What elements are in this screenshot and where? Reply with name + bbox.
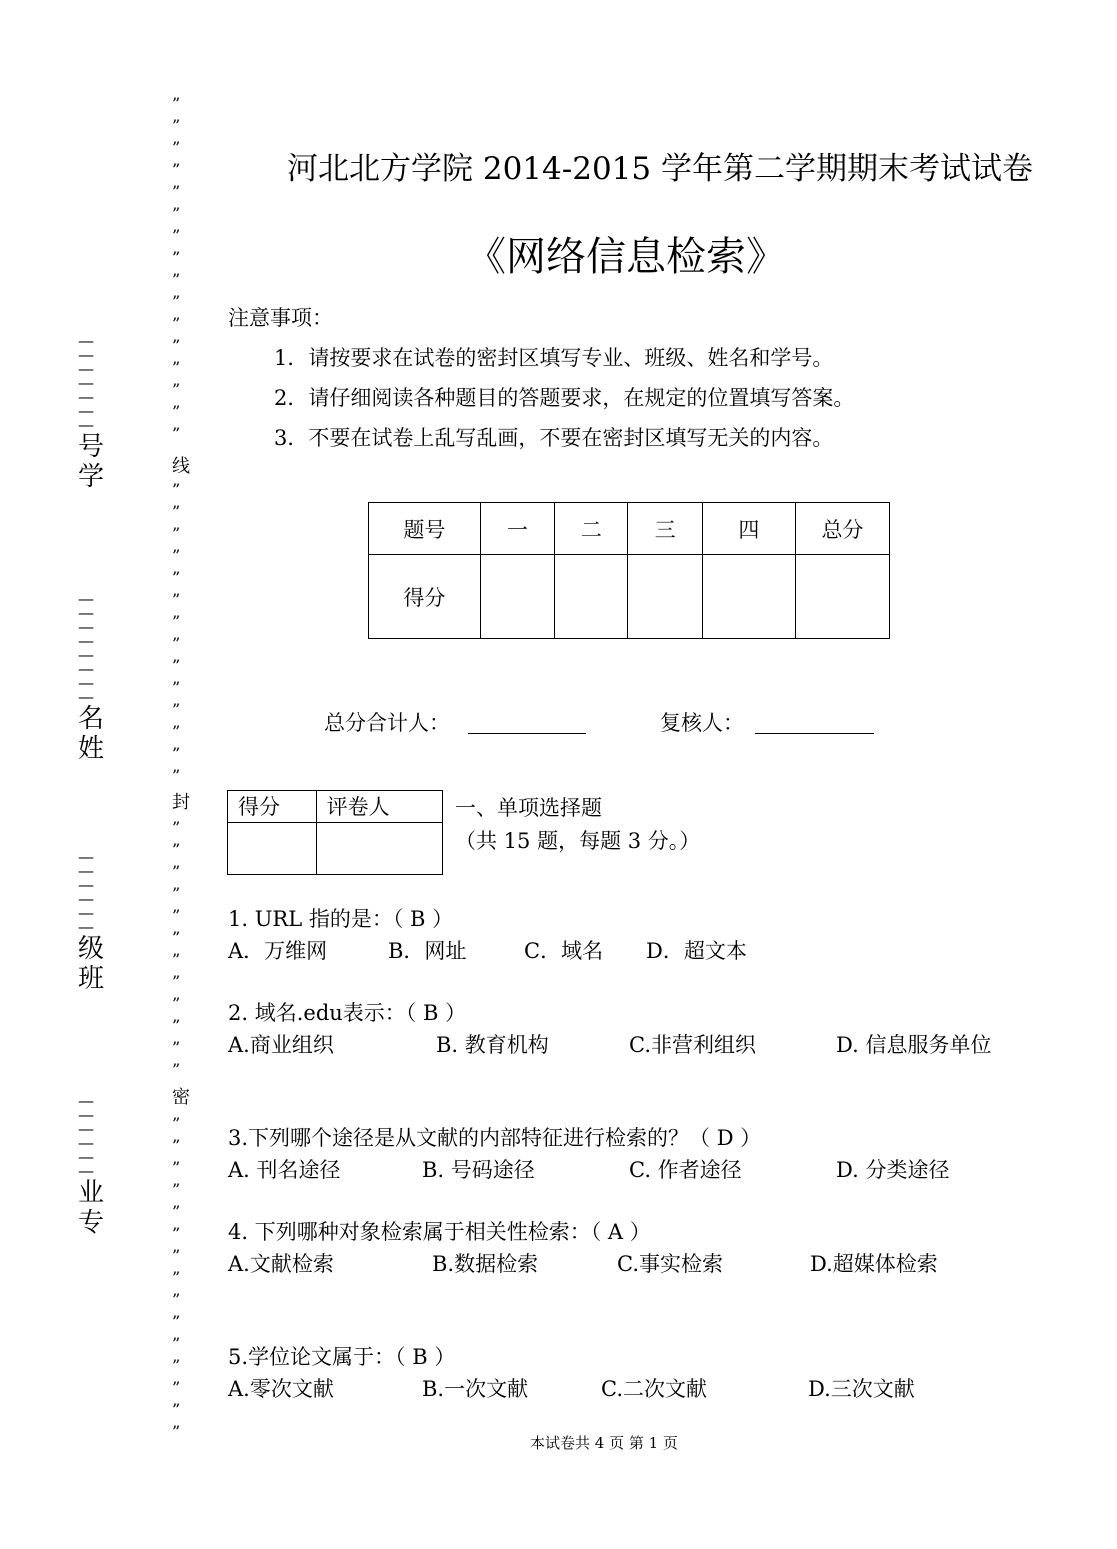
student-name-field[interactable] [78,589,118,764]
reviewer-label: 复核人： [660,711,744,735]
binding-mark: ” [172,994,181,1013]
score-table-header: 一 [480,503,554,555]
binding-mark: ” [172,380,181,399]
reviewer-blank[interactable] [755,733,874,734]
binding-mark: ” [172,1202,181,1221]
binding-mark: ” [172,480,181,499]
score-table [368,502,890,639]
question-option: C.事实检索 [617,1252,723,1276]
grader-box-score-cell[interactable] [228,823,317,875]
question-stem: 4. 下列哪种对象检索属于相关性检索：（ A ） [228,1220,651,1244]
binding-mark: ” [172,424,181,443]
question-option: D. 分类途径 [836,1158,950,1182]
question-option: B.数据检索 [432,1252,539,1276]
field-label-char: 级 [78,934,105,964]
binding-mark: ” [172,1060,181,1079]
question-option: A．万维网 [228,939,328,963]
field-label-char: 学 [78,462,105,492]
binding-mark: ” [172,840,181,859]
binding-mark: ” [172,182,181,201]
binding-mark: ” [172,1422,181,1441]
binding-mark: ” [172,1136,181,1155]
notice-item: 2．请仔细阅读各种题目的答题要求，在规定的位置填写答案。 [274,386,855,410]
question-stem: 1. URL 指的是：（ B ） [228,907,454,931]
binding-mark: ” [172,1356,181,1375]
question [228,1216,1008,1280]
field-label-char: 专 [78,1208,105,1238]
score-table-row-label: 得分 [369,555,481,639]
binding-mark: ” [172,656,181,675]
total-scorer-blank[interactable] [468,733,586,734]
question [228,997,1028,1061]
binding-mark: ” [172,160,181,179]
score-cell[interactable] [702,555,795,639]
major-field[interactable] [78,1091,118,1238]
binding-mark: ” [172,248,181,267]
binding-mark: ” [172,314,181,333]
question [228,1122,1008,1186]
field-dashes: — — — — — — — [78,331,94,434]
binding-mark: ” [172,612,181,631]
binding-mark: ” [172,226,181,245]
score-cell[interactable] [628,555,702,639]
question [228,1341,1008,1405]
binding-mark: ” [172,634,181,653]
binding-mark: ” [172,568,181,587]
field-label-char: 姓 [78,734,105,764]
question-option: D.超媒体检索 [810,1252,938,1276]
question-option: B.一次文献 [422,1377,529,1401]
binding-mark: ” [172,1016,181,1035]
class-field[interactable] [78,847,118,994]
score-cell[interactable] [480,555,554,639]
binding-mark: ” [172,292,181,311]
question-stem: 5.学位论文属于：（ B ） [228,1345,456,1369]
binding-mark: ” [172,336,181,355]
binding-mark: ” [172,1378,181,1397]
binding-mark: ” [172,1268,181,1287]
page-footer: 本试卷共 4 页 第 1 页 [530,1434,678,1452]
binding-mark: ” [172,524,181,543]
binding-mark: ” [172,1224,181,1243]
question-option: C. 作者途径 [629,1158,742,1182]
field-dashes: — — — — — — — — [78,589,94,706]
binding-mark: ” [172,744,181,763]
binding-mark: ” [172,928,181,947]
question-stem: 3.下列哪个途径是从文献的内部特征进行检索的？（ D ） [228,1126,762,1150]
binding-label-line: 线 [172,456,190,477]
binding-mark: ” [172,1246,181,1265]
field-label-char: 班 [78,964,105,994]
question-option: C.非营利组织 [629,1033,756,1057]
grader-box-grader-cell[interactable] [316,823,442,875]
binding-mark: ” [172,972,181,991]
binding-mark: ” [172,270,181,289]
grader-box-score-label: 得分 [228,791,317,823]
binding-mark: ” [172,950,181,969]
binding-mark: ” [172,766,181,785]
binding-mark: ” [172,678,181,697]
binding-mark: ” [172,884,181,903]
binding-mark: ” [172,906,181,925]
section-title: 一、单项选择题 [455,796,602,820]
field-label-char: 名 [78,704,105,734]
question-option: C．域名 [524,939,604,963]
question-option: B. 号码途径 [422,1158,535,1182]
notice-item: 3．不要在试卷上乱写乱画，不要在密封区填写无关的内容。 [274,426,834,450]
question-option: D.三次文献 [808,1377,915,1401]
total-scorer-label: 总分合计人： [324,711,450,735]
binding-mark: ” [172,862,181,881]
score-table-header: 总分 [795,503,889,555]
field-label-char: 号 [78,432,105,462]
binding-mark: ” [172,546,181,565]
score-table-header: 二 [555,503,628,555]
question-option: B. 教育机构 [436,1033,549,1057]
score-table-header: 三 [628,503,702,555]
notice-item: 1．请按要求在试卷的密封区填写专业、班级、姓名和学号。 [274,346,834,370]
binding-mark: ” [172,358,181,377]
binding-mark: ” [172,1180,181,1199]
binding-mark: ” [172,1334,181,1353]
question-option: A.文献检索 [228,1252,334,1276]
binding-label-secret: 密 [172,1087,190,1108]
field-dashes: — — — — — — [78,1091,94,1180]
binding-mark: ” [172,94,181,113]
question-option: D. 信息服务单位 [836,1033,992,1057]
binding-mark: ” [172,502,181,521]
exam-title: 河北北方学院 2014-2015 学年第二学期期末考试试卷 [287,151,1033,187]
question-option: D．超文本 [646,939,747,963]
field-label-char: 业 [78,1178,105,1208]
question-option: A.零次文献 [228,1377,334,1401]
field-dashes: — — — — — — [78,847,94,936]
section-note: （共 15 题，每题 3 分。） [455,829,701,853]
binding-mark: ” [172,590,181,609]
binding-mark: ” [172,204,181,223]
grader-box-grader-label: 评卷人 [316,791,442,823]
student-id-field[interactable] [78,331,118,492]
binding-mark: ” [172,138,181,157]
score-cell[interactable] [555,555,628,639]
binding-mark: ” [172,1158,181,1177]
question-option: A.商业组织 [228,1033,334,1057]
question-option: C.二次文献 [601,1377,707,1401]
binding-mark: ” [172,1312,181,1331]
question-option: B．网址 [388,939,467,963]
binding-mark: ” [172,1400,181,1419]
binding-mark: ” [172,1290,181,1309]
binding-mark: ” [172,116,181,135]
binding-mark: ” [172,1114,181,1133]
binding-mark: ” [172,1038,181,1057]
binding-mark: ” [172,818,181,837]
question [228,903,1008,967]
binding-line [172,94,202,1441]
course-title: 《网络信息检索》 [466,234,786,280]
binding-label-seal: 封 [172,792,190,813]
score-cell[interactable] [795,555,889,639]
score-table-header: 四 [702,503,795,555]
question-stem: 2. 域名.edu表示：（ B ） [228,1001,467,1025]
grader-box [227,790,443,875]
binding-mark: ” [172,402,181,421]
notice-heading: 注意事项： [228,306,333,330]
question-option: A. 刊名途径 [228,1158,341,1182]
binding-mark: ” [172,722,181,741]
binding-mark: ” [172,700,181,719]
score-table-header: 题号 [369,503,481,555]
